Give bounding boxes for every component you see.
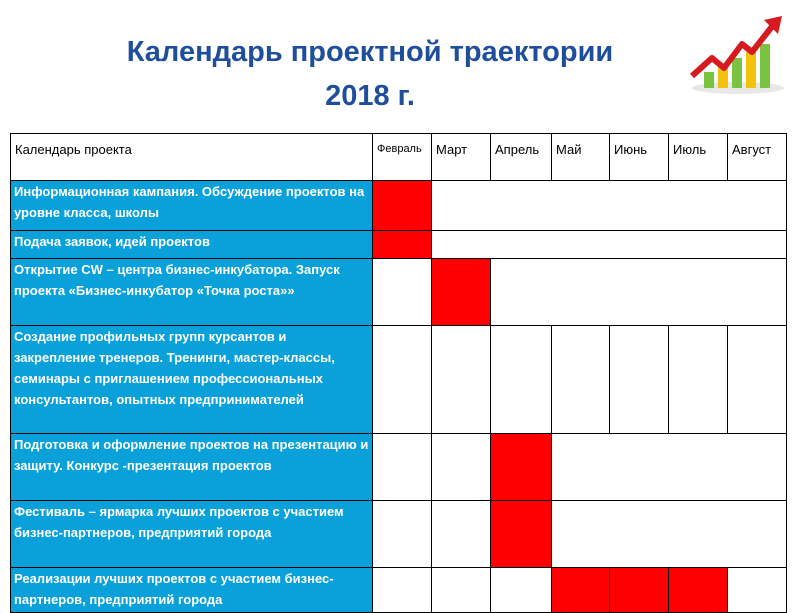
task-cell: Фестиваль – ярмарка лучших проектов с участием бизнес-партнеров, предприятий города bbox=[11, 501, 373, 568]
task-cell: Подача заявок, идей проектов bbox=[11, 231, 373, 259]
month-header-aug: Август bbox=[728, 134, 787, 181]
gantt-empty-cell bbox=[373, 568, 432, 613]
gantt-empty-span bbox=[432, 181, 787, 231]
header-corner: Календарь проекта bbox=[11, 134, 373, 181]
month-header-mar: Март bbox=[432, 134, 491, 181]
gantt-empty-cell bbox=[373, 259, 432, 326]
gantt-bar-cell bbox=[552, 568, 610, 613]
task-cell: Реализации лучших проектов с участием бизнес-партнеров, предприятий города bbox=[11, 568, 373, 613]
table-row bbox=[11, 181, 787, 231]
gantt-empty-span bbox=[432, 231, 787, 259]
month-header-jul: Июль bbox=[669, 134, 728, 181]
gantt-bar-cell bbox=[432, 259, 491, 326]
gantt-empty-cell bbox=[432, 434, 491, 501]
table-row bbox=[11, 326, 787, 434]
gantt-empty-cell bbox=[373, 501, 432, 568]
gantt-bar-cell bbox=[669, 568, 728, 613]
gantt-empty-cell bbox=[432, 568, 491, 613]
gantt-empty-span bbox=[728, 568, 787, 613]
table-row bbox=[11, 568, 787, 613]
gantt-empty-cell bbox=[610, 326, 669, 434]
gantt-bar-cell bbox=[373, 231, 432, 259]
page-title bbox=[0, 30, 740, 118]
table-row bbox=[11, 434, 787, 501]
task-cell: Информационная кампания. Обсуждение проектов на уровне класса, школы bbox=[11, 181, 373, 231]
header-row bbox=[11, 134, 787, 181]
table-row bbox=[11, 259, 787, 326]
gantt-bar-cell bbox=[491, 501, 552, 568]
task-cell: Подготовка и оформление проектов на презентацию и защиту. Конкурс -презентация проектов bbox=[11, 434, 373, 501]
month-header-apr: Апрель bbox=[491, 134, 552, 181]
task-cell: Создание профильных групп курсантов и закрепление тренеров. Тренинги, мастер-классы, семинары с приглашением профессиональных консультантов, опытных предпринимателей bbox=[11, 326, 373, 434]
gantt-empty-cell bbox=[491, 326, 552, 434]
gantt-empty-cell bbox=[552, 326, 610, 434]
gantt-empty-cell bbox=[373, 434, 432, 501]
month-header-may: Май bbox=[552, 134, 610, 181]
table-row bbox=[11, 501, 787, 568]
title-line-1: Календарь проектной траектории bbox=[126, 36, 614, 68]
table-row bbox=[11, 231, 787, 259]
gantt-bar-cell bbox=[373, 181, 432, 231]
gantt-empty-span bbox=[552, 501, 787, 568]
task-cell: Открытие CW – центра бизнес-инкубатора. Запуск проекта «Бизнес-инкубатор «Точка роста»» bbox=[11, 259, 373, 326]
title-line-2: 2018 г. bbox=[325, 80, 415, 112]
gantt-empty-cell bbox=[373, 326, 432, 434]
month-header-feb: Февраль bbox=[373, 134, 432, 181]
gantt-empty-cell bbox=[432, 326, 491, 434]
gantt-empty-cell bbox=[728, 326, 787, 434]
month-header-jun: Июнь bbox=[610, 134, 669, 181]
project-calendar-table bbox=[10, 133, 787, 613]
gantt-empty-cell bbox=[491, 568, 552, 613]
gantt-bar-cell bbox=[610, 568, 669, 613]
gantt-empty-cell bbox=[669, 326, 728, 434]
growth-chart-arrow-icon bbox=[686, 14, 786, 96]
gantt-empty-span bbox=[491, 259, 787, 326]
gantt-bar-cell bbox=[491, 434, 552, 501]
gantt-empty-cell bbox=[432, 501, 491, 568]
gantt-empty-span bbox=[552, 434, 787, 501]
